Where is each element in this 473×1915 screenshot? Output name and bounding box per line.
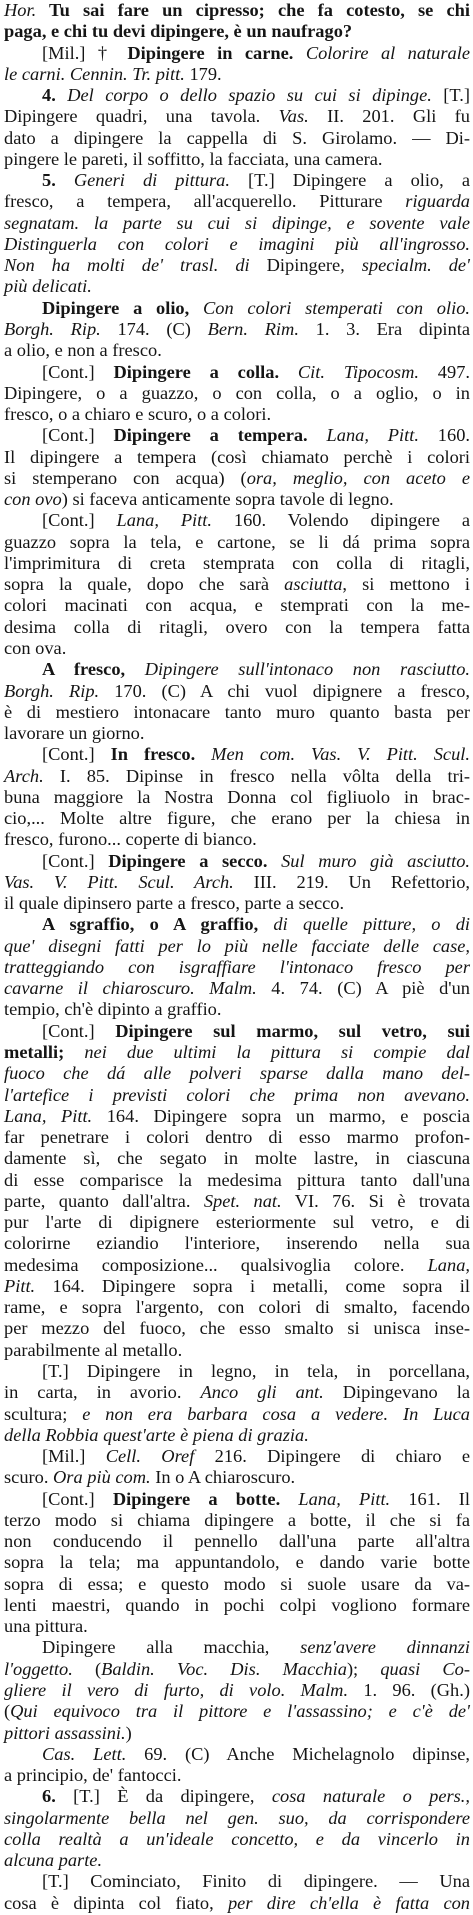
roman-text: terzo modo si chiama dipingere a botte, il che si fa	[4, 1509, 470, 1530]
roman-text: ) si faceva anticamente sopra tavole di legno.	[61, 489, 394, 510]
italic-text: della Robbia quest'arte è piena di grazia.	[4, 1424, 309, 1445]
italic-text: Vas.	[278, 106, 309, 127]
text-line	[4, 1808, 470, 1829]
roman-text: , si mettono i	[342, 574, 470, 595]
roman-text: Dipingere, o a guazzo, o con colla, o a oglio, o in	[4, 382, 470, 403]
text-line	[4, 1063, 470, 1084]
dictionary-paragraph	[4, 425, 470, 510]
text-line	[4, 1595, 470, 1616]
bold-headword-text: 4.	[42, 85, 56, 106]
italic-text: Spet. nat.	[203, 1190, 282, 1211]
roman-text: tempio, ch'è dipinto a graffio.	[4, 999, 222, 1020]
text-line	[4, 1467, 470, 1488]
text-line	[4, 1744, 470, 1765]
roman-text: colori macinati con acqua, e stemprati con la me-	[4, 595, 470, 616]
roman-text: Dipingere	[266, 255, 341, 276]
roman-text: 216. Dipingere di chiaro e	[194, 1446, 471, 1467]
italic-text: Baldin. Voc. Dis. Macchia	[101, 1658, 347, 1679]
text-line	[4, 425, 470, 446]
dictionary-paragraph	[4, 0, 470, 43]
text-line	[4, 1042, 470, 1063]
italic-text: , specialm. de'	[340, 255, 470, 276]
roman-text: sopra di essa; e questo modo si suole usare da va-	[4, 1573, 470, 1594]
text-line	[4, 829, 470, 850]
roman-text: cosa è dipinta col fiato,	[4, 1892, 228, 1913]
italic-text: alcuna parte.	[4, 1850, 103, 1871]
roman-text: buna maggiore la Nostra Donna col figliuolo in brac-	[4, 786, 470, 807]
text-line	[4, 1574, 470, 1595]
roman-text: a olio, e non a fresco.	[4, 340, 162, 361]
roman-text: dato a dipingere la cappella di S. Girolamo. — Di-	[4, 127, 470, 148]
italic-text: Distinguerla con colori e imagini più all'ingrosso.	[4, 233, 470, 254]
text-line	[4, 362, 470, 383]
dictionary-paragraph	[4, 85, 470, 170]
text-line	[4, 170, 470, 191]
text-line	[4, 128, 470, 149]
roman-text: scuro.	[4, 1467, 54, 1488]
italic-text: Pitt.	[4, 1275, 36, 1296]
dictionary-paragraph	[4, 1744, 470, 1787]
italic-text: Men com. Vas. V. Pitt. Scul.	[195, 744, 470, 765]
italic-text: per dire ch'ella è fatta con	[227, 1892, 471, 1913]
text-line	[4, 1404, 470, 1425]
roman-text: l'imprimitura di creta stemprata con colla di ritagli,	[4, 552, 470, 573]
bold-headword-text: 6.	[42, 1786, 56, 1807]
bold-headword-text: Dipingere a colla.	[113, 361, 280, 382]
text-line	[4, 1212, 470, 1233]
roman-text: [Cont.]	[42, 425, 114, 446]
text-line	[4, 149, 470, 170]
text-line	[4, 766, 470, 787]
dictionary-paragraph	[4, 1021, 470, 1361]
bold-headword-text: A sgraffio, o A graffio,	[42, 914, 259, 935]
text-line	[4, 1680, 470, 1701]
italic-text: l'oggetto.	[4, 1658, 73, 1679]
dictionary-paragraph	[4, 914, 470, 1020]
text-line	[4, 1765, 470, 1786]
roman-text: scultura;	[4, 1403, 83, 1424]
italic-text: Cit. Tipocosm.	[279, 361, 419, 382]
roman-text: 161. Il	[390, 1488, 470, 1509]
text-line	[4, 723, 470, 744]
text-line	[4, 319, 470, 340]
text-line	[4, 1021, 470, 1042]
dictionary-paragraph	[4, 1489, 470, 1638]
dictionary-paragraph	[4, 1786, 470, 1871]
roman-text: di esse comparisce la medesima pittura tanto dall'una	[4, 1169, 470, 1190]
italic-text: e non era barbara cosa a vedere. In Luca	[82, 1403, 470, 1424]
text-line	[4, 851, 470, 872]
roman-text: [T.] Dipingere a olio, a	[229, 170, 470, 191]
roman-text: parabilmente al metallo.	[4, 1339, 183, 1360]
italic-text: Del corpo o dello spazio su cui si dipinge.	[55, 85, 432, 106]
italic-text: Con colori stemperati con olio.	[189, 297, 471, 318]
italic-text: fuoco che dá alle polveri sparse dalla mano del-	[4, 1063, 470, 1084]
text-line	[4, 574, 470, 595]
text-line	[4, 914, 470, 935]
roman-text: Dipingevano la	[323, 1382, 470, 1403]
italic-text: di quelle pitture, o di	[258, 914, 471, 935]
italic-text: Sul muro già asciutto.	[267, 850, 470, 871]
roman-text: in carta, in avorio.	[4, 1382, 201, 1403]
bold-headword-text: metalli;	[4, 1042, 65, 1063]
text-line	[4, 659, 470, 680]
bold-headword-text: Dipingere a olio,	[42, 297, 190, 318]
italic-text: Vas. V. Pitt. Scul. Arch.	[4, 871, 234, 892]
roman-text: colorirne eziandio l'interiore, inserendo nella sua	[4, 1233, 470, 1254]
text-line	[4, 276, 470, 297]
roman-text: (	[4, 1701, 11, 1722]
roman-text: con ova.	[4, 637, 67, 658]
text-line	[4, 383, 470, 404]
roman-text: 1. 96. (Gh.)	[348, 1679, 470, 1700]
text-line	[4, 1085, 470, 1106]
roman-text: );	[346, 1658, 381, 1679]
italic-text: colla realtà a un'ideale concetto, e da vincerlo in	[4, 1828, 470, 1849]
text-line	[4, 85, 470, 106]
bold-headword-text: Dipingere a tempera.	[113, 425, 308, 446]
text-line	[4, 0, 470, 21]
dictionary-paragraph	[4, 851, 470, 915]
text-line	[4, 1255, 470, 1276]
text-line	[4, 872, 470, 893]
roman-text: [Cont.]	[42, 744, 111, 765]
roman-text: [Cont.]	[42, 510, 117, 531]
roman-text: [Cont.]	[42, 1020, 116, 1041]
text-line	[4, 1871, 470, 1892]
text-line	[4, 1191, 470, 1212]
text-line	[4, 1382, 470, 1403]
roman-text: 160.	[418, 425, 470, 446]
text-line	[4, 787, 470, 808]
text-line	[4, 1446, 470, 1467]
italic-text: Lana,	[427, 1254, 470, 1275]
text-line	[4, 1552, 470, 1573]
roman-text: pur l'arte di dipignere esteriormente sul vetro, e di	[4, 1212, 470, 1233]
text-line	[4, 64, 470, 85]
text-line	[4, 999, 470, 1020]
roman-text: parte, quanto dall'altra.	[4, 1190, 204, 1211]
italic-text: Bern. Rim.	[207, 318, 299, 339]
roman-text: 174. (C)	[100, 318, 208, 339]
text-line	[4, 447, 470, 468]
roman-text: II. 201. Gli fu	[308, 106, 470, 127]
roman-text: 4. 74. (C) A piè d'un	[256, 978, 470, 999]
italic-text: più delicati.	[4, 276, 92, 297]
italic-text: nei due ultimi la pittura si compie dal	[64, 1042, 470, 1063]
text-line	[4, 1510, 470, 1531]
italic-text: Lana, Pitt.	[280, 1488, 391, 1509]
text-line	[4, 404, 470, 425]
roman-text: medesima composizione... qualsivoglia colore.	[4, 1254, 428, 1275]
bold-headword-text: Dipingere in carne.	[127, 42, 294, 63]
roman-text: VI. 76. Si è trovata	[281, 1190, 470, 1211]
text-line	[4, 1829, 470, 1850]
italic-text: Borgh. Rip.	[4, 318, 101, 339]
text-line	[4, 1616, 470, 1637]
bold-headword-text: A fresco,	[42, 659, 126, 680]
text-line	[4, 1659, 470, 1680]
text-line	[4, 553, 470, 574]
italic-text: con ovo	[4, 489, 62, 510]
roman-text: 1. 3. Era dipinta	[298, 318, 470, 339]
text-line	[4, 298, 470, 319]
text-line	[4, 702, 470, 723]
roman-text: 69. (C) Anche Michelagnolo dipinse,	[126, 1743, 470, 1764]
dictionary-paragraph	[4, 1361, 470, 1446]
italic-text: tratteggiando con isgraffiare l'intonaco fresco per	[4, 956, 470, 977]
roman-text: [T.] Dipingere in legno, in tela, in porcellana,	[42, 1361, 470, 1381]
text-line	[4, 1361, 470, 1382]
roman-text: lenti maestri, quando in pochi colpi vogliono formare	[4, 1594, 470, 1615]
italic-text: ora, meglio, con aceto e	[246, 467, 470, 488]
roman-text: fresco, furono... coperte di bianco.	[4, 829, 257, 850]
text-line	[4, 1701, 470, 1722]
dictionary-paragraph	[4, 170, 470, 298]
italic-text: que' disegni fatti per lo più nelle facciate delle case,	[4, 935, 470, 956]
text-line	[4, 191, 470, 212]
text-line	[4, 1425, 470, 1446]
text-line	[4, 744, 470, 765]
italic-text: Anco gli ant.	[200, 1382, 324, 1403]
italic-text: Generi di pittura.	[55, 170, 230, 191]
text-line	[4, 936, 470, 957]
bold-headword-text: Tu sai fare un cipresso; che fa cotesto, se chi	[36, 0, 470, 20]
text-line	[4, 1489, 470, 1510]
text-line	[4, 1106, 470, 1127]
roman-text: fresco, o a chiaro e scuro, o a colori.	[4, 404, 272, 425]
text-line	[4, 617, 470, 638]
roman-text: [Mil.]	[42, 1446, 106, 1467]
italic-text: singolarmente bella nel gen. suo, da corrispondere	[4, 1807, 470, 1828]
text-line	[4, 234, 470, 255]
dictionary-paragraph	[4, 1871, 470, 1914]
text-line	[4, 893, 470, 914]
roman-text: Dipingere alla macchia,	[42, 1637, 270, 1658]
roman-text: (	[72, 1658, 102, 1679]
roman-text: cio,... Molte altre figure, che erano per la chiesa in	[4, 808, 470, 829]
text-line	[4, 957, 470, 978]
roman-text: 164. Dipingere sopra i metalli, come sopra il	[35, 1275, 470, 1296]
text-line	[4, 1850, 470, 1871]
italic-text: pittori assassini.	[4, 1722, 126, 1743]
roman-text: non conducendo il pennello dall'una parte all'altra	[4, 1531, 470, 1552]
italic-text: Cell. Oref	[105, 1446, 195, 1467]
italic-text: cosa naturale o pers.,	[271, 1786, 470, 1807]
roman-text: 170. (C) A chi vuol dipignere a fresco,	[99, 680, 470, 701]
roman-text: 497.	[418, 361, 470, 382]
text-line	[4, 106, 470, 127]
italic-text: asciutta	[284, 574, 343, 595]
text-line	[4, 510, 470, 531]
dictionary-paragraph	[4, 43, 470, 86]
roman-text: si stemperano con acqua) (	[4, 467, 247, 488]
roman-text: Il dipingere a tempera (così chiamato perchè i colori	[4, 446, 470, 467]
text-line	[4, 213, 470, 234]
roman-text: [Cont.]	[42, 850, 109, 871]
bold-headword-text: Dipingere sul marmo, sul vetro, sui	[115, 1020, 470, 1041]
italic-text: Non ha molti de' trasl. di	[4, 255, 267, 276]
bold-headword-text: Dipingere a botte.	[112, 1488, 281, 1509]
text-line	[4, 1893, 470, 1914]
roman-text: far penetrare i colori dentro di esso marmo profon-	[4, 1127, 470, 1148]
text-line	[4, 978, 470, 999]
roman-text: 164. Dipingere sopra un marmo, e poscia	[92, 1105, 470, 1126]
text-line	[4, 489, 470, 510]
text-line	[4, 1148, 470, 1169]
text-line	[4, 1297, 470, 1318]
italic-text: Qui equivoco tra il pittore e l'assassino; e c'è de'	[10, 1701, 470, 1722]
italic-text: Lana, Pitt.	[116, 510, 212, 531]
italic-text: segnatam. la parte su cui si dipinge, e sovente vale	[4, 212, 470, 233]
italic-text: quasi Co-	[380, 1658, 470, 1679]
text-line	[4, 1340, 470, 1361]
roman-text: per mezzo del fuoco, che esso smalto si unisca inse-	[4, 1318, 470, 1339]
italic-text: Arch.	[4, 765, 44, 786]
italic-text: Lana, Pitt.	[307, 425, 419, 446]
roman-text: [T.] Cominciato, Finito di dipingere. — Una	[42, 1871, 470, 1892]
text-line	[4, 638, 470, 659]
bold-headword-text: Dipingere a secco.	[108, 850, 268, 871]
roman-text: I. 85. Dipinse in fresco nella vôlta della tri-	[43, 765, 470, 786]
dictionary-paragraph	[4, 659, 470, 744]
bold-headword-text: paga, e chi tu devi dipingere, è un naufrago?	[4, 21, 353, 42]
bold-headword-text: 5.	[42, 170, 56, 191]
text-line	[4, 532, 470, 553]
italic-text: riguarda	[405, 191, 470, 212]
italic-text: senz'avere dinnanzi	[269, 1637, 471, 1658]
roman-text: damente sì, che segato in molte lastre, in ciascuna	[4, 1148, 470, 1169]
text-line	[4, 340, 470, 361]
text-line	[4, 1637, 470, 1658]
text-line	[4, 1233, 470, 1254]
roman-text: lavorare un giorno.	[4, 723, 145, 744]
dictionary-paragraph	[4, 1446, 470, 1489]
roman-text: In o A chiaroscuro.	[150, 1467, 296, 1488]
italic-text: Dipingere sull'intonaco non rasciutto.	[125, 659, 471, 680]
roman-text: il quale dipinsero parte a fresco, parte a secco.	[4, 893, 345, 914]
text-line	[4, 468, 470, 489]
italic-text: Hor.	[4, 0, 37, 20]
italic-text: l'artefice i previsti colori che prima non avevano.	[4, 1084, 470, 1105]
roman-text: [T.] È da dipingere,	[55, 1786, 272, 1807]
text-line	[4, 681, 470, 702]
roman-text: 160. Volendo dipingere a	[211, 510, 470, 531]
roman-text: sopra la tela; ma appuntandolo, e dando varie botte	[4, 1552, 470, 1573]
dictionary-paragraph	[4, 362, 470, 426]
text-line	[4, 808, 470, 829]
roman-text: [T.]	[431, 85, 470, 106]
text-line	[4, 1723, 470, 1744]
dictionary-paragraph	[4, 510, 470, 659]
roman-text: è di mestiero intonacare tanto muro quanto basta per	[4, 701, 470, 722]
text-line	[4, 1786, 470, 1807]
text-line	[4, 1276, 470, 1297]
dictionary-paragraph	[4, 298, 470, 362]
italic-text: gliere il vero di furto, di volo. Malm.	[4, 1679, 349, 1700]
text-line	[4, 43, 470, 64]
roman-text: [Mil.] †	[42, 42, 128, 63]
italic-text: le carni. Cennin. Tr. pitt.	[4, 63, 185, 84]
roman-text: fresco, a tempera, all'acquerello. Pitturare	[4, 191, 406, 212]
text-line	[4, 595, 470, 616]
text-line	[4, 1531, 470, 1552]
italic-text: Cas. Lett.	[42, 1743, 127, 1764]
roman-text: [Cont.]	[42, 361, 114, 382]
roman-text: Dipingere quadri, una tavola.	[4, 106, 279, 127]
italic-text: cavarne il chiaroscuro. Malm.	[4, 978, 257, 999]
bold-headword-text: In fresco.	[110, 744, 196, 765]
roman-text: rame, e sopra l'argento, con colori di smalto, facendo	[4, 1297, 470, 1318]
text-line	[4, 255, 470, 276]
roman-text: )	[125, 1722, 132, 1743]
roman-text: desima colla di ritagli, overo con la tempera fatta	[4, 616, 470, 637]
roman-text: pingere le pareti, il soffitto, la facciata, una camera.	[4, 148, 383, 169]
roman-text: guazzo sopra la tela, e cartone, se li dá prima sopra	[4, 531, 470, 552]
italic-text: Borgh. Rip.	[4, 680, 100, 701]
dictionary-paragraph	[4, 1637, 470, 1743]
italic-text: Colorire al naturale	[293, 42, 471, 63]
italic-text: Ora più com.	[53, 1467, 151, 1488]
text-line	[4, 1318, 470, 1339]
roman-text: una pittura.	[4, 1616, 88, 1637]
text-line	[4, 21, 470, 42]
dictionary-paragraph	[4, 744, 470, 850]
roman-text: a principio, de' fantocci.	[4, 1765, 182, 1786]
roman-text: [Cont.]	[42, 1488, 113, 1509]
text-line	[4, 1127, 470, 1148]
text-line	[4, 1170, 470, 1191]
roman-text: 179.	[184, 63, 222, 84]
roman-text: III. 219. Un Refettorio,	[233, 871, 470, 892]
roman-text: sopra la quale, dopo che sarà	[4, 574, 285, 595]
italic-text: Lana, Pitt.	[4, 1105, 93, 1126]
